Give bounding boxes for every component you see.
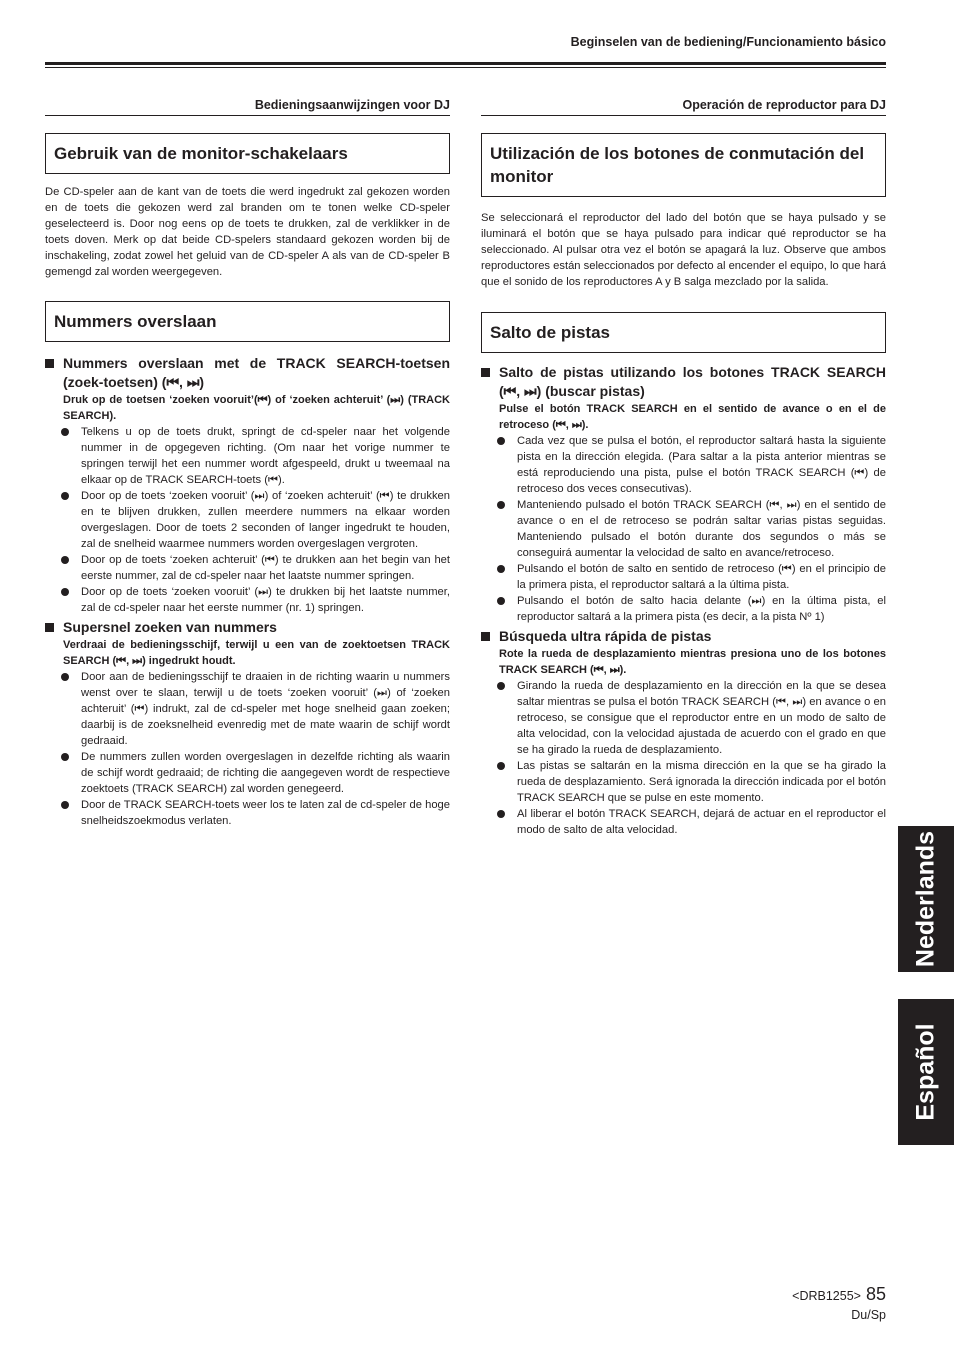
left-section-heading-skip: Nummers overslaan	[45, 301, 450, 342]
bullet-dot-icon	[497, 437, 505, 445]
bullet-dot-icon	[61, 588, 69, 596]
running-header: Beginselen van de bediening/Funcionamiento básico	[570, 35, 886, 49]
left-super-search-instruction: Verdraai de bedieningsschijf, terwijl u een van de zoektoetsen TRACK SEARCH (⏮, ⏭) ingedrukt houdt.	[63, 639, 450, 667]
right-monitor-body: Se seleccionará el reproductor del lado del botón que se haya pulsado y se iluminará el botón que se haya pulsado para indicar qué reproductor se ha seleccionado. Al pulsar otra vez el botón se apagará la luz. Observe que ambos reproductores están seleccionados por defecto al encender el equipo, lo que hará que el sonido de los reproductores A y B salga mezclado por la salida.	[481, 212, 886, 288]
bullet-dot-icon	[61, 556, 69, 564]
list-item: Cada vez que se pulsa el botón, el reproductor saltará hasta la siguiente pista en la dirección elegida. (Para saltar a la pista anterior mientras se está reproduciendo una pista, pulse el botón TRACK SEARCH (⏮) de retroceso dos veces consecutivas).	[517, 433, 886, 497]
bullet-dot-icon	[497, 810, 505, 818]
right-column-title: Operación de reproductor para DJ	[481, 98, 886, 116]
list-item: Las pistas se saltarán en la misma dirección en la que se ha girado la rueda de desplazamiento. Será ignorada la dirección indicada por el botón TRACK SEARCH que se pulse en este momento.	[517, 758, 886, 806]
right-column	[481, 98, 886, 838]
list-item: Manteniendo pulsado el botón TRACK SEARCH (⏮, ⏭) en el sentido de avance o en el de retroceso se podrán saltar varias pistas seguidas. Manteniendo pulsado el botón durante dos segundos o más se conseguirá aumentar la velocidad de salto en avance/retroceso.	[517, 497, 886, 561]
bullet-dot-icon	[61, 428, 69, 436]
bullet-dot-icon	[61, 673, 69, 681]
left-super-search-bullets	[45, 669, 450, 829]
left-section-heading-monitor: Gebruik van de monitor-schakelaars	[45, 133, 450, 174]
right-section-heading-skip: Salto de pistas	[481, 312, 886, 353]
list-item: Door de TRACK SEARCH-toets weer los te laten zal de cd-speler de hoge snelheidszoekmodus verlaten.	[81, 797, 450, 829]
list-item: Door op de toets ‘zoeken achteruit’ (⏮) te drukken aan het begin van het eerste nummer, zal de cd-speler naar het laatste nummer springen.	[81, 552, 450, 584]
document-code: <DRB1255>	[792, 1289, 861, 1303]
language-tab-nederlands: Nederlands	[898, 826, 954, 972]
bullet-dot-icon	[497, 597, 505, 605]
bullet-dot-icon	[61, 492, 69, 500]
right-track-search-bullets	[481, 433, 886, 625]
square-bullet-icon	[45, 623, 54, 632]
right-subheading-ultra-search: Búsqueda ultra rápida de pistas	[481, 627, 886, 646]
bullet-dot-icon	[497, 762, 505, 770]
list-item: Girando la rueda de desplazamiento en la dirección en la que se desea saltar mientras se pulsa el botón TRACK SEARCH (⏮, ⏭) en avance o en retroceso, se consigue que el reproductor entre en un modo de salto de alta velocidad, con la velocidad ajustada de acuerdo con el grado en que se ha girado la rueda de desplazamiento.	[517, 678, 886, 758]
left-column	[45, 98, 450, 829]
square-bullet-icon	[481, 632, 490, 641]
left-track-search-instruction: Druk op de toetsen ‘zoeken vooruit’(⏮) of ‘zoeken achteruit’ (⏭) (TRACK SEARCH).	[63, 394, 450, 422]
bullet-dot-icon	[61, 753, 69, 761]
bullet-dot-icon	[497, 565, 505, 573]
bullet-dot-icon	[497, 682, 505, 690]
list-item: Pulsando el botón de salto hacia delante (⏭) en la última pista, el reproductor saltará a la primera pista (es decir, a la pista Nº 1)	[517, 593, 886, 625]
list-item: Al liberar el botón TRACK SEARCH, dejará de actuar en el reproductor el modo de salto de alta velocidad.	[517, 806, 886, 838]
header-rule-thin	[45, 67, 886, 68]
square-bullet-icon	[481, 368, 490, 377]
header-rule-thick	[45, 62, 886, 65]
list-item: Door aan de bedieningsschijf te draaien in de richting waarin u nummers wenst over te slaan, terwijl u de toets ‘zoeken vooruit’ (⏭) of ‘zoeken achteruit’ (⏮) indrukt, zal de cd-speler met hoge snelheid gaan zoeken; daarbij is de zoeksnelheid evenredig met de mate waarin de schijf wordt gedraaid.	[81, 669, 450, 749]
page-footer-id	[792, 1284, 886, 1305]
square-bullet-icon	[45, 359, 54, 368]
left-monitor-body: De CD-speler aan de kant van de toets die werd ingedrukt zal gekozen worden en de toets die gekozen werd zal branden om te tonen welke CD-speler geselecteerd is. Door nog eens op de toets te drukken, zal de verklikker in de toets doven. Merk op dat beide CD-spelers standaard gekozen worden bij de inschakeling, zodat zowel het geluid van de CD-speler A als van de CD-speler B gemengd zal worden weergegeven.	[45, 186, 450, 278]
right-track-search-instruction: Pulse el botón TRACK SEARCH en el sentido de avance o en el de retroceso (⏮, ⏭).	[499, 403, 886, 431]
language-code: Du/Sp	[851, 1308, 886, 1322]
bullet-dot-icon	[61, 801, 69, 809]
page-number: 85	[865, 1284, 886, 1304]
bullet-dot-icon	[497, 501, 505, 509]
language-tab-espanol: Español	[898, 999, 954, 1145]
right-subheading-track-search: Salto de pistas utilizando los botones TRACK SEARCH (⏮, ⏭) (buscar pistas)	[481, 363, 886, 401]
left-subheading-super-search: Supersnel zoeken van nummers	[45, 618, 450, 637]
list-item: Door op de toets ‘zoeken vooruit’ (⏭) te drukken bij het laatste nummer, zal de cd-speler naar het eerste nummer (nr. 1) springen.	[81, 584, 450, 616]
right-section-heading-monitor: Utilización de los botones de conmutación del monitor	[481, 133, 886, 197]
right-ultra-search-instruction: Rote la rueda de desplazamiento mientras presiona uno de los botones TRACK SEARCH (⏮, ⏭).	[499, 648, 886, 676]
left-subheading-track-search: Nummers overslaan met de TRACK SEARCH-toetsen (zoek-toetsen) (⏮, ⏭)	[45, 354, 450, 392]
list-item: De nummers zullen worden overgeslagen in dezelfde richting als waarin de schijf wordt gedraaid; de richting die aangegeven wordt de respectieve zoektoets (TRACK SEARCH) zal worden genegeerd.	[81, 749, 450, 797]
right-ultra-search-bullets	[481, 678, 886, 838]
list-item: Door op de toets ‘zoeken vooruit’ (⏭) of ‘zoeken achteruit’ (⏮) te drukken en te blijven drukken, zullen meerdere nummers na elkaar worden overgeslagen. Door de toets 2 seconden of langer ingedrukt te houden, zal de snelheid waarmee nummers worden overgeslagen vergroten.	[81, 488, 450, 552]
list-item: Pulsando el botón de salto en sentido de retroceso (⏮) en el principio de la primera pista, el reproductor saltará a la última pista.	[517, 561, 886, 593]
left-column-title: Bedieningsaanwijzingen voor DJ	[45, 98, 450, 116]
list-item: Telkens u op de toets drukt, springt de cd-speler naar het volgende nummer in de opgegeven richting. (Om naar het vorige nummer te springen terwijl het een nummer wordt afgespeeld, drukt u tweemaal na elkaar op de TRACK SEARCH-toets (⏮).	[81, 424, 450, 488]
left-track-search-bullets	[45, 424, 450, 616]
